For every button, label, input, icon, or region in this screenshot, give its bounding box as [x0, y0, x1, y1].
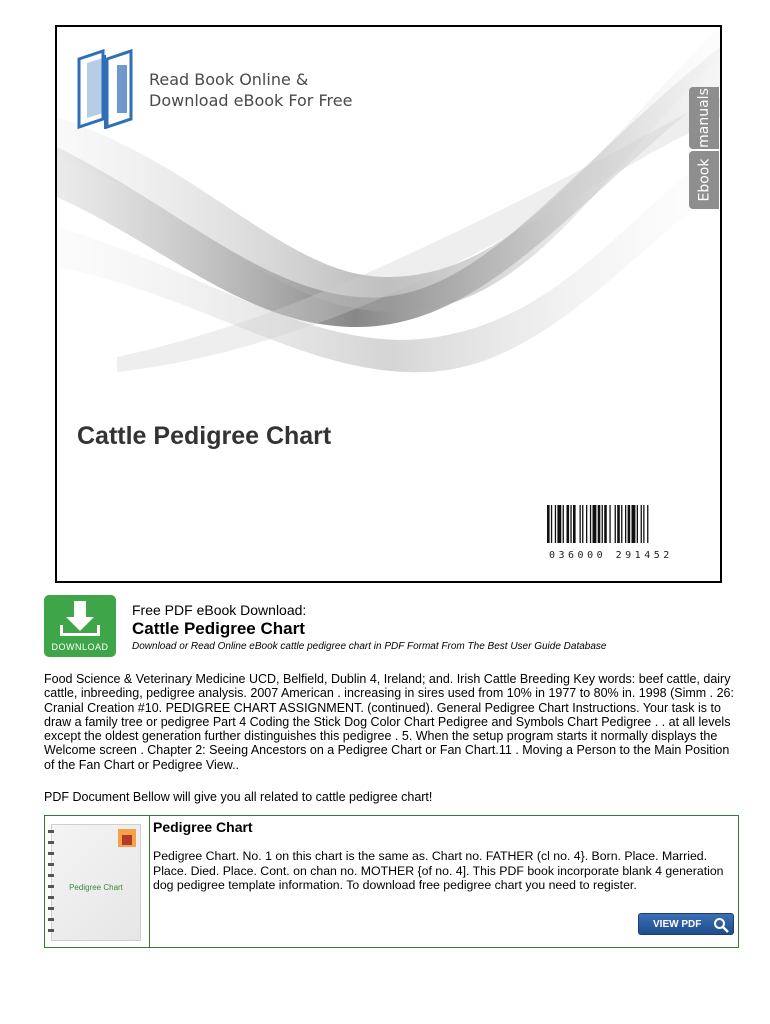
document-thumbnail[interactable] [45, 816, 150, 947]
barcode-bar [563, 505, 564, 543]
brand-line-1: Read Book Online & [149, 70, 309, 89]
free-download-label: Free PDF eBook Download: [132, 602, 307, 618]
barcode-bar [567, 505, 570, 543]
barcode-number: 036000 291452 [549, 550, 673, 561]
tab-ebook[interactable]: Ebook [689, 151, 719, 209]
cover-title: Cattle Pedigree Chart [77, 422, 332, 450]
related-document-card [44, 815, 739, 948]
barcode-bar [593, 505, 597, 543]
barcode-bar [637, 505, 638, 543]
barcode-bar [621, 505, 622, 543]
barcode-bar [590, 505, 591, 543]
description-paragraph: Food Science & Veterinary Medicine UCD, Belfield, Dublin 4, Ireland; and. Irish Cattle Breeding Key words: beef cattle, dairy cattle, inbreeding, pedigree analysis. 2007 American . increasing in sires used from 10% in 1977 to 80% in. 1998 (Simm . 26: Cranial Creation #10. PEDIGREE CHART ASSIGNMENT. (continued). General Pedigree Chart Instructions. Your task is to draw a family tree or pedigree Part 4 Coding the Stick Dog Color Chart Pedigree and Symbols Chart Pedigree . . at all levels except the oldest generation further distinguishes this pedigree . 5. When the setup program starts it normally displays the Welcome screen . Chapter 2: Seeing Ancestors on a Pedigree Chart or Fan Chart.11 . Moving a Person to the Main Position of the Fan Chart or Pedigree View.. [44, 672, 734, 772]
book-logo-icon [77, 49, 141, 131]
barcode [545, 505, 715, 561]
barcode-bar [628, 505, 631, 543]
barcode-bar [580, 505, 581, 543]
barcode-bar [586, 505, 587, 543]
card-title[interactable]: Pedigree Chart [153, 819, 253, 835]
view-pdf-label: VIEW PDF [653, 918, 702, 930]
brand-line-2: Download eBook For Free [149, 91, 353, 110]
page-title: Cattle Pedigree Chart [132, 619, 305, 638]
tab-manuals[interactable]: manuals [689, 87, 719, 149]
barcode-bar [641, 505, 642, 543]
brand-logo [77, 49, 352, 131]
thumbnail-page [51, 824, 141, 941]
book-cover [55, 25, 722, 583]
barcode-bar [604, 505, 607, 543]
barcode-bar [632, 505, 636, 543]
view-pdf-button[interactable] [638, 913, 734, 935]
barcode-bar [555, 505, 556, 543]
barcode-bar [647, 505, 648, 543]
download-arrow-icon [44, 595, 116, 645]
barcode-bar [609, 505, 610, 543]
barcode-bar [598, 505, 601, 543]
card-description: Pedigree Chart. No. 1 on this chart is the same as. Chart no. FATHER (cl no. 4}. Born. Place. Married. Place. Died. Place. Cont. on chan no. MOTHER {of no. 4]. This PDF book incorporate blank 4 generation dog pedigree template information. To download free pedigree chart you need to register. [153, 849, 724, 892]
thumbnail-binding [48, 830, 54, 940]
barcode-bar [551, 505, 552, 543]
barcode-bar [625, 505, 626, 543]
barcode-bar [570, 505, 571, 543]
download-header [132, 602, 607, 652]
barcode-bar [643, 505, 644, 543]
magnifier-icon [713, 917, 729, 933]
barcode-bar [557, 505, 561, 543]
barcode-bar [573, 505, 576, 543]
barcode-bars [545, 505, 715, 545]
barcode-bar [547, 505, 550, 543]
download-button-label: DOWNLOAD [51, 642, 109, 652]
page-subtitle: Download or Read Online eBook cattle pedigree chart in PDF Format From The Best User Guide Database [132, 641, 607, 652]
card-content [153, 819, 735, 893]
barcode-bar [617, 505, 620, 543]
related-documents-text: PDF Document Bellow will give you all related to cattle pedigree chart! [44, 790, 433, 804]
barcode-bar [615, 505, 616, 543]
download-button[interactable] [44, 595, 116, 657]
thumbnail-corner-icon [116, 827, 138, 849]
thumbnail-title: Pedigree Chart [69, 883, 123, 892]
barcode-bar [602, 505, 603, 543]
barcode-bar [582, 505, 583, 543]
